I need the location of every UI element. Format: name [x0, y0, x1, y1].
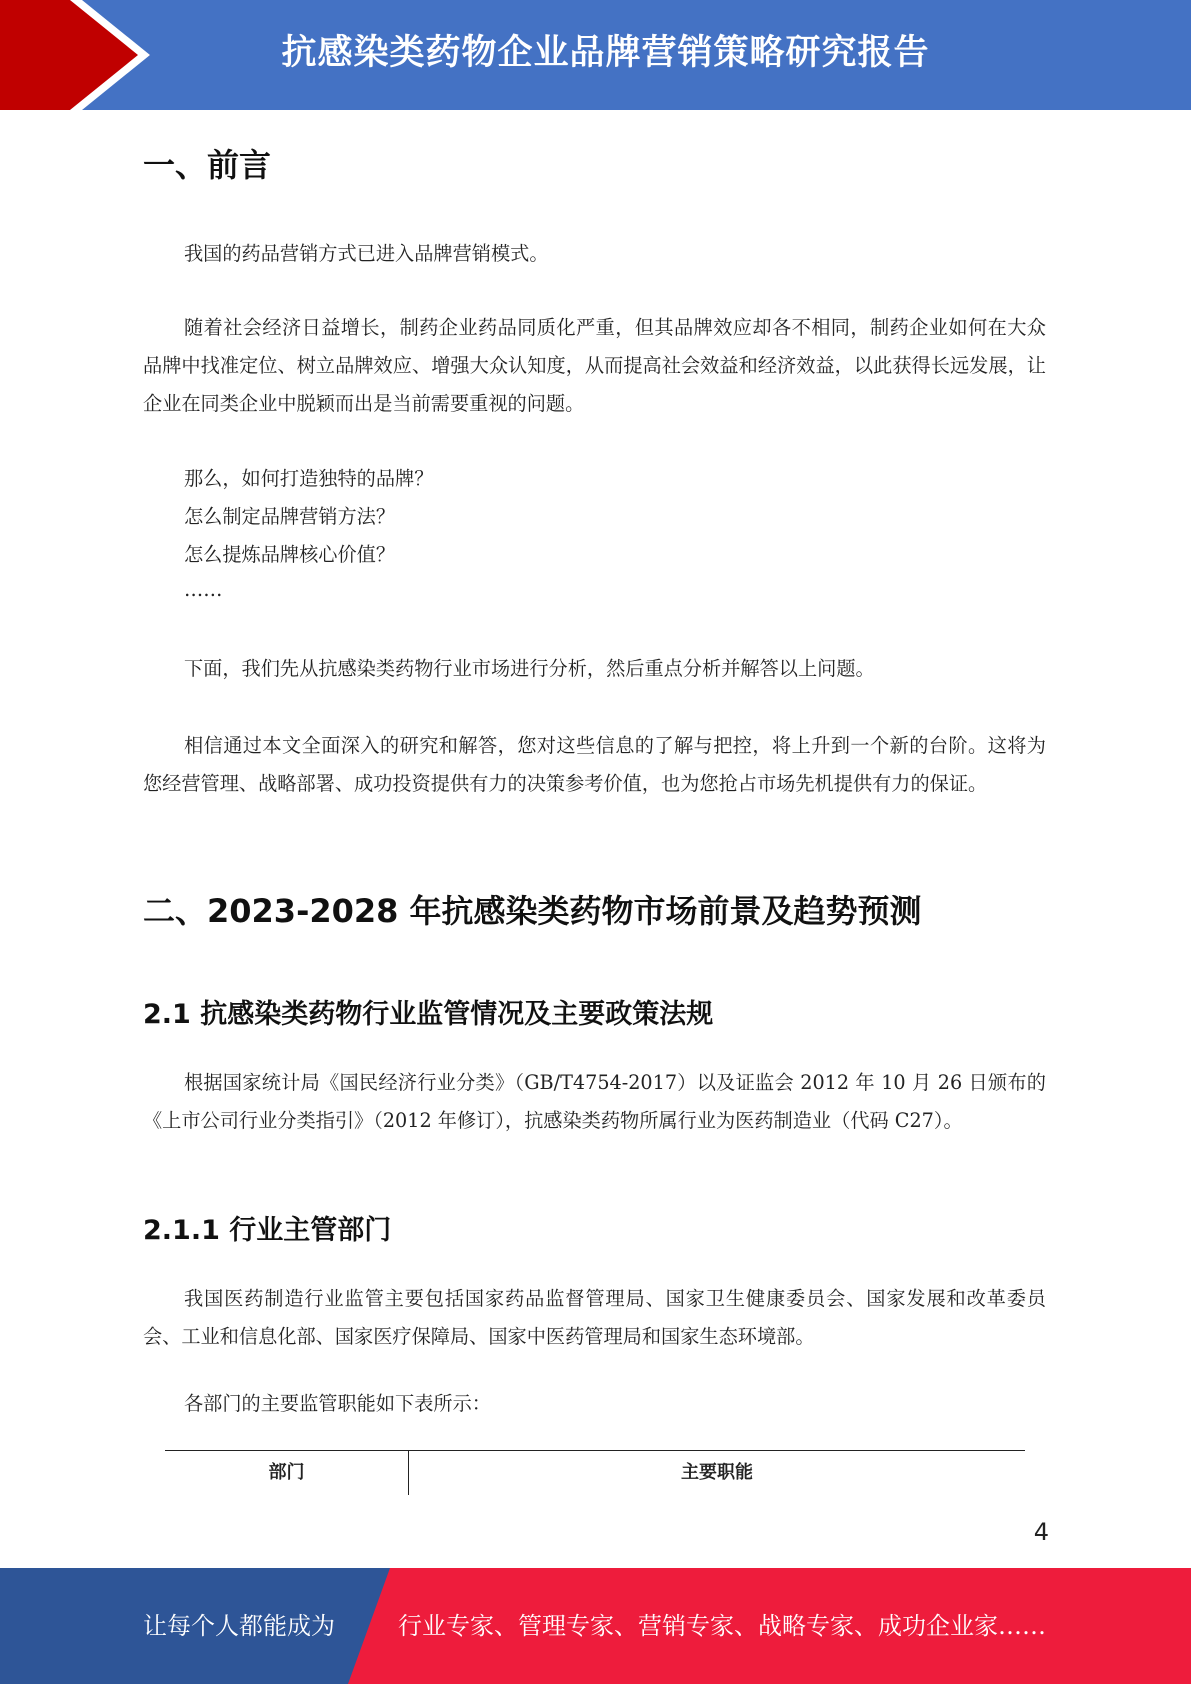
footer-slogan-right: 行业专家、管理专家、营销专家、战略专家、成功企业家…… — [398, 1612, 1046, 1640]
table-header-department: 部门 — [165, 1451, 409, 1495]
paragraph: 相信通过本文全面深入的研究和解答，您对这些信息的了解与把控，将上升到一个新的台阶。这将为您经营管理、战略部署、成功投资提供有力的决策参考价值，也为您抢占市场先机提供有力的保证。 — [143, 734, 1046, 795]
question-line: 那么，如何打造独特的品牌？ — [184, 467, 434, 490]
footer-slogan-left: 让每个人都能成为 — [143, 1612, 335, 1640]
section-heading-forecast: 二、2023-2028 年抗感染类药物市场前景及趋势预测 — [143, 892, 922, 930]
subsection-heading: 2.1.1 行业主管部门 — [143, 1215, 392, 1246]
subsection-heading: 2.1 抗感染类药物行业监管情况及主要政策法规 — [143, 999, 714, 1030]
regulator-table — [165, 1450, 1025, 1495]
section-heading-preface: 一、前言 — [143, 146, 272, 184]
paragraph: 我国医药制造行业监管主要包括国家药品监督管理局、国家卫生健康委员会、国家发展和改革委员会、工业和信息化部、国家医疗保障局、国家中医药管理局和国家生态环境部。 — [143, 1287, 1046, 1348]
paragraph: 各部门的主要监管职能如下表所示： — [184, 1392, 491, 1415]
page-footer — [0, 1568, 1191, 1684]
paragraph: 随着社会经济日益增长，制药企业药品同质化严重，但其品牌效应却各不相同，制药企业如何在大众品牌中找准定位、树立品牌效应、增强大众认知度，从而提高社会效益和经济效益，以此获得长远发展，让企业在同类企业中脱颖而出是当前需要重视的问题。 — [143, 316, 1046, 415]
paragraph: 根据国家统计局《国民经济行业分类》（GB/T4754-2017）以及证监会 2012 年 10 月 26 日颁布的《上市公司行业分类指引》（2012 年修订），抗感染类药物所属行业为医药制造业（代码 C27）。 — [143, 1071, 1046, 1132]
page-header — [0, 0, 1191, 110]
paragraph: 我国的药品营销方式已进入品牌营销模式。 — [184, 242, 549, 265]
report-title: 抗感染类药物企业品牌营销策略研究报告 — [281, 33, 930, 73]
paragraph: 下面，我们先从抗感染类药物行业市场进行分析，然后重点分析并解答以上问题。 — [184, 657, 875, 680]
question-line: 怎么提炼品牌核心价值？ — [184, 543, 396, 566]
question-line: 怎么制定品牌营销方法？ — [184, 505, 396, 528]
page-number: 4 — [1033, 1518, 1049, 1546]
ellipsis-line: …… — [184, 578, 223, 601]
table-header-function: 主要职能 — [681, 1462, 753, 1483]
